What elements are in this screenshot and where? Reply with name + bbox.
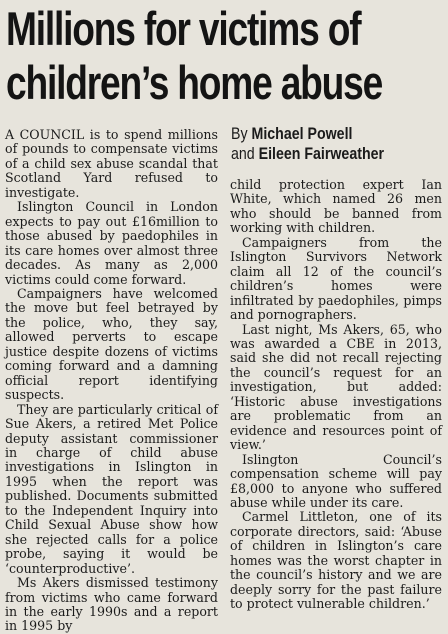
byline xyxy=(231,124,384,164)
byline-and: and xyxy=(231,145,255,163)
paragraph-2: Islington Council in London expects to pay out £16million to those abused by paedophiles in its care homes over almost three decades. As many as 2,000 victims could come forward. xyxy=(5,199,218,287)
headline-line-1: Millions for victims of xyxy=(6,2,361,55)
paragraph-4: They are particularly critical of Sue Akers, a retired Met Police deputy assistant commissioner in charge of child abuse investigations in Islington in 1995 when the report was published. Documents submitted to the Independent Inquiry into Child Sexual Abuse show how she rejected calls for a police probe, saying it would be ‘counterproductive’. xyxy=(5,401,218,576)
headline xyxy=(6,2,383,110)
byline-author-1: Michael Powell xyxy=(251,125,353,143)
paragraph-5: Ms Akers dismissed testimony from victims who came forward in the early 1990s and a report in 1995 by xyxy=(5,575,218,634)
headline-line-2: children’s home abuse xyxy=(6,56,383,109)
byline-author-2: Eileen Fairweather xyxy=(258,145,385,163)
paragraph-8: Last night, Ms Akers, 65, who was awarded a CBE in 2013, said she did not recall rejecting the council’s request for an investigation, but added: ‘Historic abuse investigations are problematic from an evidence and resources point of view.’ xyxy=(230,321,442,453)
paragraph-9: Islington Council’s compensation scheme will pay £8,000 to anyone who suffered abuse while under its care. xyxy=(230,451,442,510)
paragraph-10: Carmel Littleton, one of its corporate directors, said: ‘Abuse of children in Islington’s care homes was the worst chapter in the council’s history and we are deeply sorry for the past failure to protect vulnerable children.’ xyxy=(230,509,442,612)
paragraph-3: Campaigners have welcomed the move but feel betrayed by the police, who, they say, allowed perverts to escape justice despite dozens of victims coming forward and a damning official report identifying suspects. xyxy=(5,285,218,403)
paragraph-1: A COUNCIL is to spend millions of pounds to compensate victims of a child sex abuse scandal that Scotland Yard refused to investigate. xyxy=(5,127,218,200)
article-column-right xyxy=(230,178,442,612)
article-column-left xyxy=(5,128,218,634)
paragraph-6: child protection expert Ian White, which named 26 men who should be banned from working with children. xyxy=(230,177,442,236)
paragraph-7: Campaigners from the Islington Survivors Network claim all 12 of the council’s children’s homes were infiltrated by paedophiles, pimps and pornographers. xyxy=(230,234,442,323)
byline-by: By xyxy=(231,125,248,143)
